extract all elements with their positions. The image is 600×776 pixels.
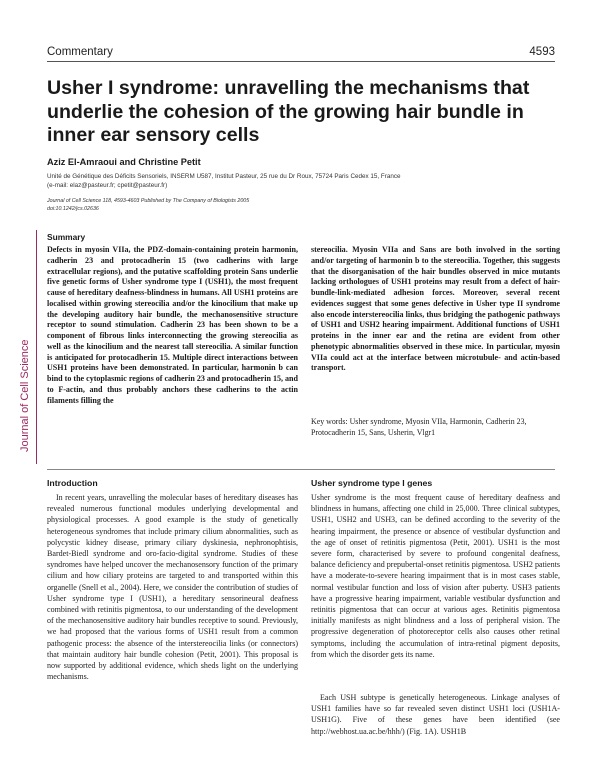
introduction-heading: Introduction — [47, 478, 98, 488]
summary-text-left: Defects in myosin VIIa, the PDZ-domain-containing protein harmonin, cadherin 23 and protocadherin 15 (two cadherins with large extracellular regions), and the putative scaffolding protein Sans underlie five genetic forms of Usher syndrome type I (USH1), the most frequent cause of hereditary deafness-blindness in humans. All USH1 proteins are localised within growing stereocilia and/or the kinocilium that make up the developing auditory hair bundle, the mechanosensitive structure receptor to sound stimulation. Cadherin 23 has been shown to be a component of fibrous links interconnecting the growing stereocilia as well as the kinocilium and the nearest tall stereocilia. A similar function is anticipated for protocadherin 15. Multiple direct interactions between USH1 proteins have been demonstrated. In particular, harmonin b can bind to the cytoplasmic regions of cadherin 23 and protocadherin 15, and to F-actin, and thus probably anchors these cadherins to the actin filaments filling the — [47, 245, 298, 405]
summary-text-right: stereocilia. Myosin VIIa and Sans are both involved in the sorting and/or targeting of harmonin b to the stereocilia. Together, this suggests that the disorganisation of the hair bundles observed in mice mutants lacking orthologues of USH1 proteins may result from a defect of hair-bundle-link-mediated adhesion forces. Moreover, several recent evidences suggest that some genes defective in Usher type II syndrome also encode interstereocilia links, thus bridging the pathogenic pathways of USH1 and USH2 hearing impairment. Additional functions of USH1 proteins in the inner ear and the retina are evident from other phenotypic abnormalities observed in these mice. In particular, myosin VIIa could act at the interface between microtubule- and actin-based transport. — [311, 245, 560, 373]
section-label: Commentary — [47, 46, 113, 58]
author-affiliation — [47, 172, 567, 190]
summary-heading: Summary — [47, 232, 86, 242]
keywords: Key words: Usher syndrome, Myosin VIIa, Harmonin, Cadherin 23, Protocadherin 15, Sans, Usherin, Vlgr1 — [311, 417, 527, 437]
journal-name-vertical: Journal of Cell Science — [19, 339, 31, 452]
usher-genes-paragraph-2: Each USH subtype is genetically heterogeneous. Linkage analyses of USH1 families have so far revealed seven distinct USH1 loci (USH1A-USH1G). Five of these genes have been identified (see http://webhost.ua.ac.be/hhh/) (Fig. 1A). USH1B — [311, 693, 560, 736]
section-divider — [47, 469, 555, 470]
header-divider — [47, 61, 555, 62]
article-title: Usher I syndrome: unravelling the mechanisms that underlie the cohesion of the growing hair bundle in inner ear sensory cells — [47, 77, 530, 146]
author-emails: (e-mail: elaz@pasteur.fr; cpetit@pasteur.fr) — [47, 182, 168, 189]
usher-genes-heading: Usher syndrome type I genes — [311, 478, 433, 488]
doi-link[interactable]: doi:10.1242/jcs.02636 — [47, 206, 99, 213]
publication-info — [47, 197, 407, 213]
sidebar-divider — [36, 230, 37, 464]
page-number: 4593 — [529, 46, 555, 58]
usher-genes-paragraph-1: Usher syndrome is the most frequent cause of hereditary deafness and blindness in humans, affecting one child in 25,000. Three clinical subtypes, USH1, USH2 and USH3, can be defined according to the severity of the hearing impairment, the presence or absence of vestibular dysfunction and the age of onset of retinitis pigmentosa (Petit, 2001). USH1 is the most severe form, characterised by severe to profound congenital deafness, balance deficiency and prepubertal-onset retinitis pigmentosa. USH2 patients have a moderate-to-severe hearing impairment that is in most cases stable, normal vestibular function and loss of vision after puberty. USH3 patients have a progressive hearing impairment, variable vestibular dysfunction and retinitis pigmentosa that can occur at various ages. Retinitis pigmentosa initially manifests as night blindness and a loss of peripheral vision. The progressive degeneration of photoreceptor cells also causes other retinal symptoms, including the accumulation of intra-retinal pigment deposits, from which the disorder gets its name. — [311, 493, 560, 659]
introduction-text: In recent years, unravelling the molecular bases of hereditary diseases has revealed numerous functional modules underlying developmental and physiological processes. A good example is the study of genetically heterogeneous syndromes that include primary cilium abnormalities, such as polycystic kidney disease, primary ciliary dyskinesia, nephronophtisis, Bardet-Biedl syndrome and oro-facio-digital syndrome. Studies of these syndromes have helped uncover the mechanosensory function of the primary cilium and how ciliary proteins are targeted to and transported within this organelle (Snell et al., 2004). Here, we consider the contribution of studies of Usher syndrome type I (USH1), a hereditary sensorineural deafness combined with retinitis pigmentosa, to our understanding of the development of the mechanosensitive auditory hair bundles receptive to sound. Previously, we had proposed that the various forms of USH1 result from a common pathogenic process: the absence of the interstereocilia links (or connectors) that maintain auditory hair bundle cohesion (Petit, 2001). This proposal is now supported by additional evidence, which sheds light on the underlying mechanisms. — [47, 493, 298, 682]
affiliation-address: Unité de Génétique des Déficits Sensoriels, INSERM U587, Institut Pasteur, 25 rue du Dr Roux, 75724 Paris Cedex 15, France — [47, 173, 401, 180]
article-authors: Aziz El-Amraoui and Christine Petit — [47, 157, 201, 167]
journal-citation: Journal of Cell Science 118, 4593-4603 Published by The Company of Biologists 2005 — [47, 198, 250, 204]
